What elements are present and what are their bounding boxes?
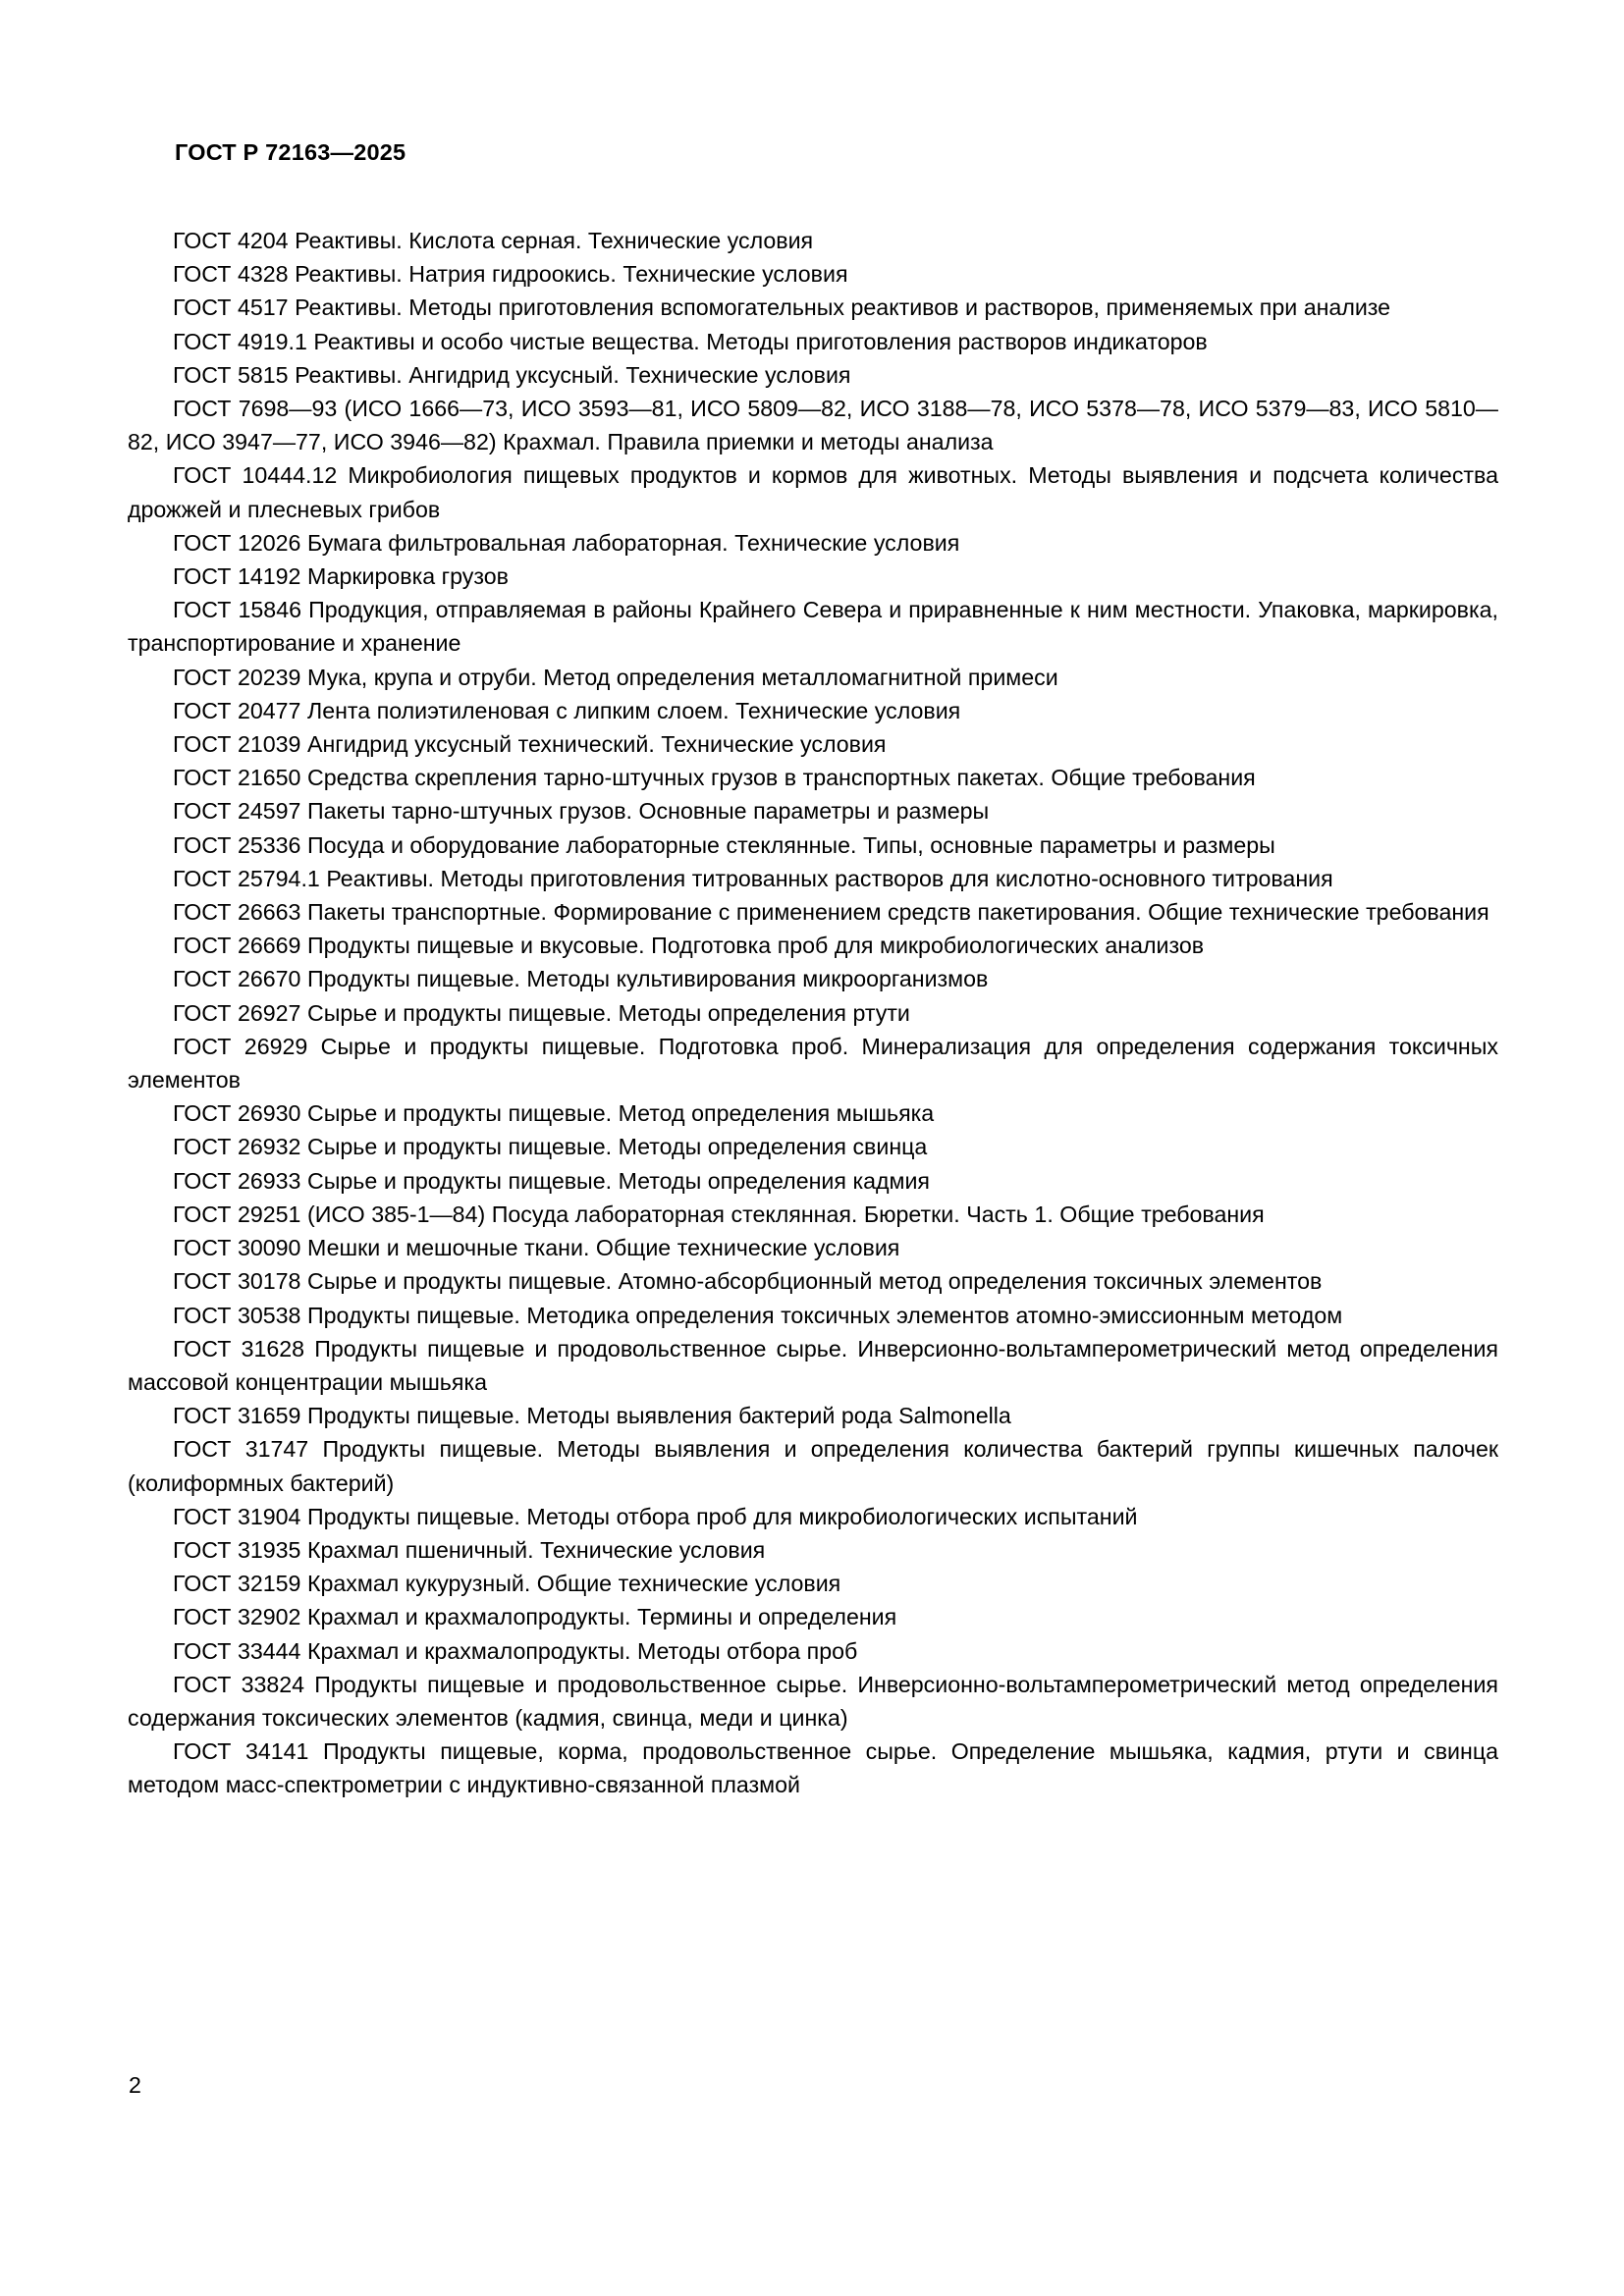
reference-entry: ГОСТ 30090 Мешки и мешочные ткани. Общие технические условия: [173, 1235, 900, 1261]
reference-entry: ГОСТ 32902 Крахмал и крахмалопродукты. Термины и определения: [173, 1604, 897, 1630]
reference-entry: ГОСТ 12026 Бумага фильтровальная лабораторная. Технические условия: [173, 529, 960, 556]
reference-entry: ГОСТ 15846 Продукция, отправляемая в районы Крайнего Севера и приравненные к ним местности. Упаковка, маркировка, транспортирование и хранение: [128, 597, 1498, 657]
reference-entry: ГОСТ 31904 Продукты пищевые. Методы отбора проб для микробиологических испытаний: [173, 1503, 1138, 1529]
reference-entry: ГОСТ 26669 Продукты пищевые и вкусовые. Подготовка проб для микробиологических анализов: [173, 933, 1205, 959]
reference-entry: ГОСТ 26930 Сырье и продукты пищевые. Метод определения мышьяка: [173, 1100, 935, 1127]
normative-references-list: [128, 224, 1498, 1802]
reference-entry: ГОСТ 33824 Продукты пищевые и продовольственное сырье. Инверсионно-вольтамперометрический метод определения содержания токсических элементов (кадмия, свинца, меди и цинка): [128, 1671, 1498, 1731]
reference-entry: ГОСТ 26929 Сырье и продукты пищевые. Подготовка проб. Минерализация для определения содержания токсичных элементов: [128, 1033, 1498, 1094]
reference-entry: ГОСТ 10444.12 Микробиология пищевых продуктов и кормов для животных. Методы выявления и подсчета количества дрожжей и плесневых грибов: [128, 462, 1498, 522]
reference-entry: ГОСТ 31747 Продукты пищевые. Методы выявления и определения количества бактерий группы кишечных палочек (колиформных бактерий): [128, 1436, 1498, 1496]
reference-entry: ГОСТ 26670 Продукты пищевые. Методы культивирования микроорганизмов: [173, 966, 989, 992]
reference-entry: ГОСТ 7698—93 (ИСО 1666—73, ИСО 3593—81, ИСО 5809—82, ИСО 3188—78, ИСО 5378—78, ИСО 5379—83, ИСО 5810—82, ИСО 3947—77, ИСО 3946—82) Крахмал. Правила приемки и методы анализа: [128, 396, 1498, 455]
reference-entry: ГОСТ 31628 Продукты пищевые и продовольственное сырье. Инверсионно-вольтамперометрический метод определения массовой концентрации мышьяка: [128, 1335, 1498, 1395]
reference-entry: ГОСТ 4517 Реактивы. Методы приготовления вспомогательных реактивов и растворов, применяемых при анализе: [173, 294, 1391, 321]
reference-entry: ГОСТ 34141 Продукты пищевые, корма, продовольственное сырье. Определение мышьяка, кадмия, ртути и свинца методом масс-спектрометрии с индуктивно-связанной плазмой: [128, 1738, 1498, 1798]
page-number: 2: [129, 2072, 141, 2098]
reference-entry: ГОСТ 25336 Посуда и оборудование лабораторные стеклянные. Типы, основные параметры и размеры: [173, 831, 1275, 858]
reference-entry: ГОСТ 5815 Реактивы. Ангидрид уксусный. Технические условия: [173, 361, 851, 388]
running-head-standard-designation: ГОСТ Р 72163—2025: [175, 139, 406, 165]
reference-entry: ГОСТ 24597 Пакеты тарно-штучных грузов. Основные параметры и размеры: [173, 798, 990, 825]
reference-entry: ГОСТ 26932 Сырье и продукты пищевые. Методы определения свинца: [173, 1134, 928, 1160]
reference-entry: ГОСТ 29251 (ИСО 385-1—84) Посуда лабораторная стеклянная. Бюретки. Часть 1. Общие требования: [173, 1201, 1265, 1227]
reference-entry: ГОСТ 31935 Крахмал пшеничный. Технические условия: [173, 1536, 766, 1563]
reference-entry: ГОСТ 30178 Сырье и продукты пищевые. Атомно-абсорбционный метод определения токсичных элементов: [173, 1268, 1323, 1295]
reference-entry: ГОСТ 14192 Маркировка грузов: [173, 563, 509, 590]
reference-entry: ГОСТ 33444 Крахмал и крахмалопродукты. Методы отбора проб: [173, 1637, 858, 1664]
reference-entry: ГОСТ 4919.1 Реактивы и особо чистые вещества. Методы приготовления растворов индикаторов: [173, 328, 1208, 354]
reference-entry: ГОСТ 21650 Средства скрепления тарно-штучных грузов в транспортных пакетах. Общие требования: [173, 765, 1256, 791]
reference-entry: ГОСТ 26927 Сырье и продукты пищевые. Методы определения ртути: [173, 999, 910, 1026]
reference-entry: ГОСТ 4204 Реактивы. Кислота серная. Технические условия: [173, 228, 814, 253]
reference-entry: ГОСТ 4328 Реактивы. Натрия гидроокись. Технические условия: [173, 261, 848, 288]
reference-entry: ГОСТ 26663 Пакеты транспортные. Формирование с применением средств пакетирования. Общие технические требования: [173, 899, 1489, 926]
reference-entry: ГОСТ 25794.1 Реактивы. Методы приготовления титрованных растворов для кислотно-основного титрования: [173, 865, 1333, 891]
reference-entry: ГОСТ 20239 Мука, крупа и отруби. Метод определения металломагнитной примеси: [173, 664, 1058, 690]
reference-entry: ГОСТ 20477 Лента полиэтиленовая с липким слоем. Технические условия: [173, 697, 961, 723]
reference-entry: ГОСТ 31659 Продукты пищевые. Методы выявления бактерий рода Salmonella: [173, 1403, 1011, 1429]
reference-entry: ГОСТ 30538 Продукты пищевые. Методика определения токсичных элементов атомно-эмиссионным методом: [173, 1302, 1343, 1328]
reference-entry: ГОСТ 32159 Крахмал кукурузный. Общие технические условия: [173, 1571, 841, 1597]
reference-entry: ГОСТ 26933 Сырье и продукты пищевые. Методы определения кадмия: [173, 1167, 930, 1194]
reference-entry: ГОСТ 21039 Ангидрид уксусный технический. Технические условия: [173, 731, 887, 758]
